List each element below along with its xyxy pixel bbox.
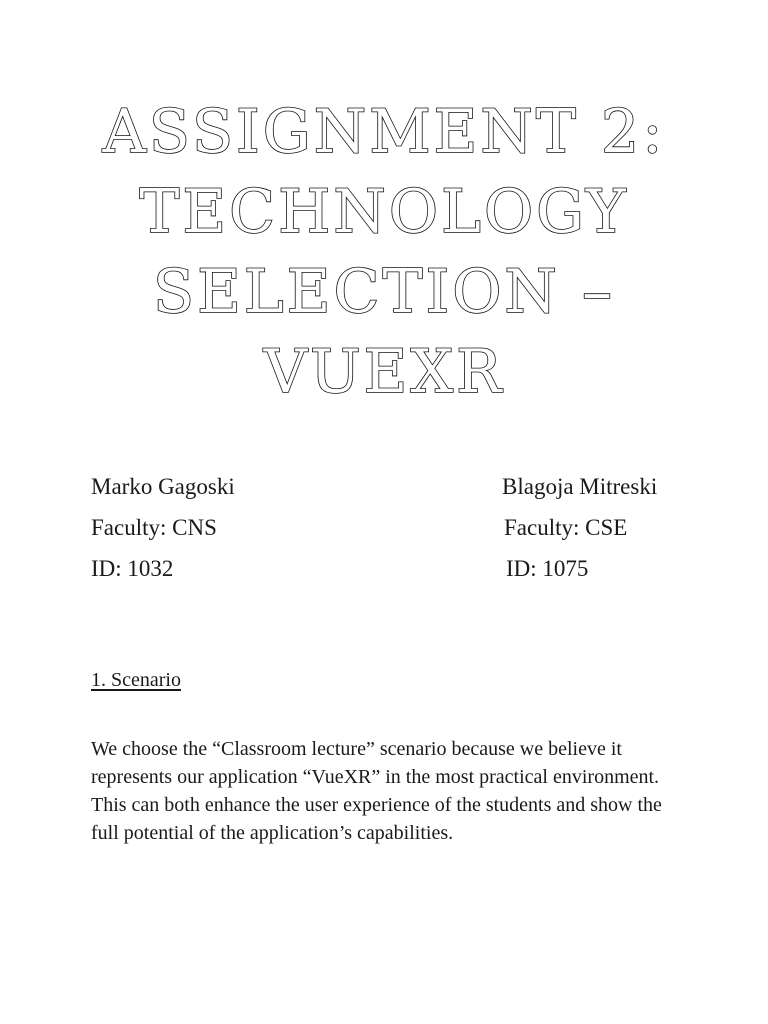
author-name: Marko Gagoski — [91, 474, 235, 499]
author-name: Blagoja Mitreski — [502, 474, 658, 499]
title-line: ASSIGNMENT 2: — [102, 97, 666, 167]
document-title — [0, 92, 768, 412]
author-id: ID: 1075 — [506, 556, 589, 581]
author-block-right — [502, 466, 657, 589]
author-id: ID: 1032 — [91, 556, 174, 581]
section-body-paragraph: We choose the “Classroom lecture” scenario because we believe it represents our application “VueXR” in the most practical environment. This can both enhance the user experience of the students and show the full potential of the application’s capabilities. — [91, 738, 662, 844]
title-line: TECHNOLOGY — [139, 177, 629, 247]
section-heading: 1. Scenario — [91, 669, 181, 691]
title-line: SELECTION – — [153, 257, 615, 327]
author-faculty: Faculty: CSE — [504, 515, 628, 540]
author-faculty: Faculty: CNS — [91, 515, 217, 540]
author-block-left — [91, 466, 235, 589]
title-line: VUEXR — [263, 337, 505, 407]
